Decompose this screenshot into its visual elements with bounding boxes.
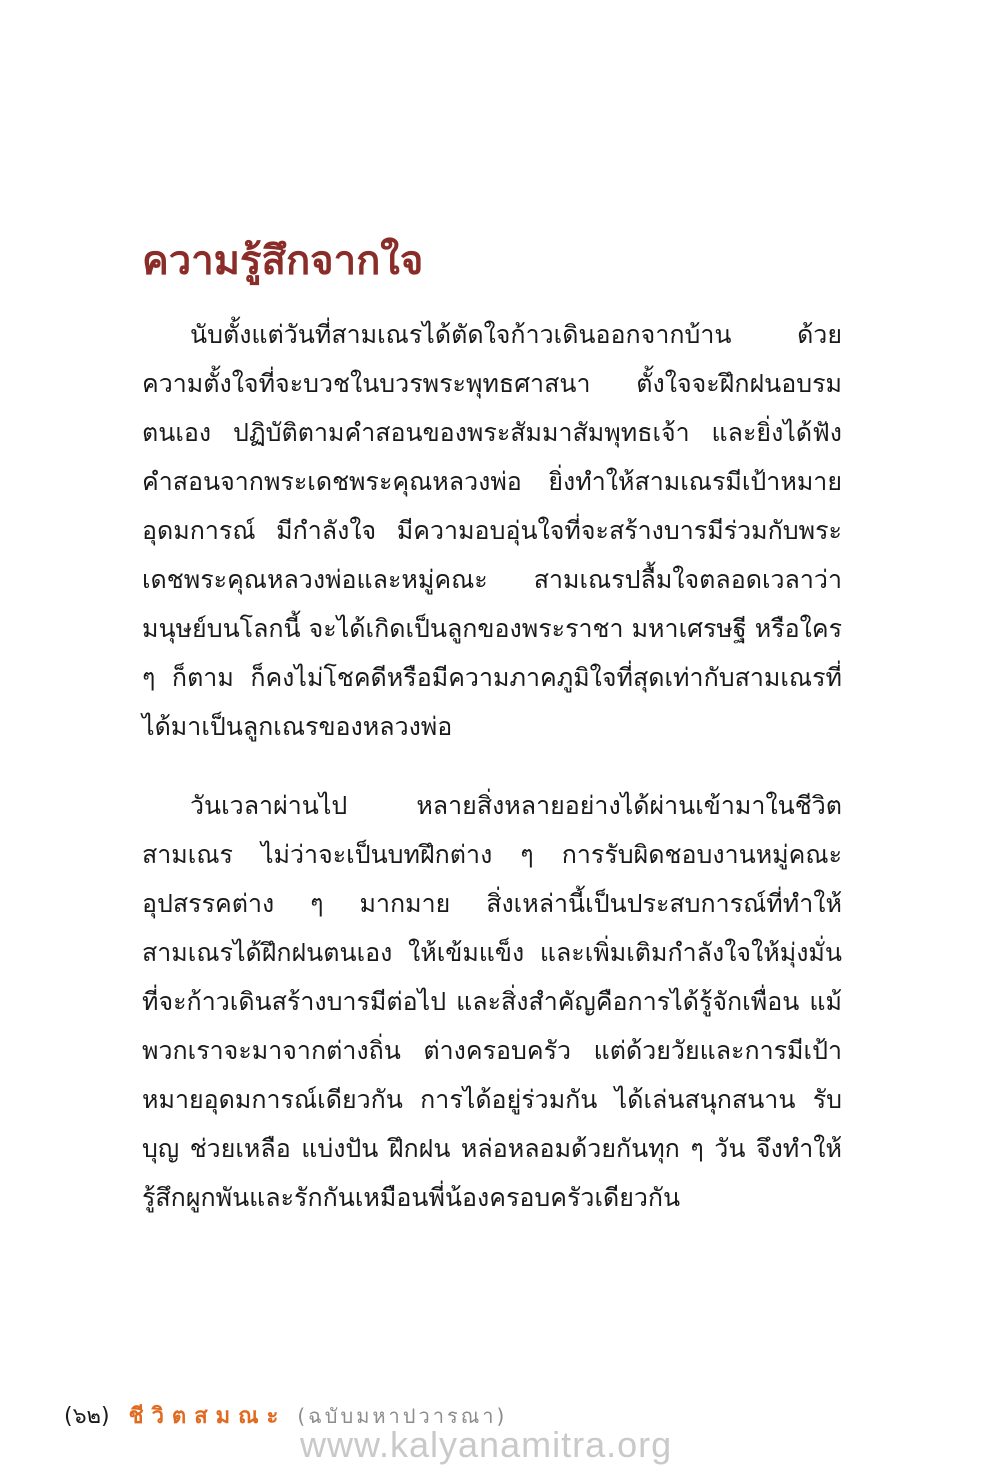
page-title: ความรู้สึกจากใจ: [142, 238, 424, 284]
watermark: www.kalyanamitra.org: [300, 1424, 673, 1465]
body-paragraph-2: วันเวลาผ่านไป หลายสิ่งหลายอย่างได้ผ่านเข้ามาในชีวิตสามเณร ไม่ว่าจะเป็นบทฝึกต่าง ๆ การรับผิดชอบงานหมู่คณะ อุปสรรคต่าง ๆ มากมาย สิ่งเหล่านี้เป็นประสบการณ์ที่ทำให้สามเณรได้ฝึกฝนตนเอง ให้เข้มแข็ง และเพิ่มเติมกำลังใจให้มุ่งมั่นที่จะก้าวเดินสร้างบารมีต่อไป และสิ่งสำคัญคือการได้รู้จักเพื่อน แม้พวกเราจะมาจากต่างถิ่น ต่างครอบครัว แต่ด้วยวัยและการมีเป้าหมายอุดมการณ์เดียวกัน การได้อยู่ร่วมกัน ได้เล่นสนุกสนาน รับบุญ ช่วยเหลือ แบ่งปัน ฝึกฝน หล่อหลอมด้วยกันทุก ๆ วัน จึงทำให้รู้สึกผูกพันและรักกันเหมือนพี่น้องครอบครัวเดียวกัน: [142, 791, 842, 1212]
book-title: ชีวิตสมณะ: [128, 1404, 287, 1429]
body-paragraph-1: นับตั้งแต่วันที่สามเณรได้ตัดใจก้าวเดินออกจากบ้าน ด้วยความตั้งใจที่จะบวชในบวรพระพุทธศาสนา ตั้งใจจะฝึกฝนอบรมตนเอง ปฏิบัติตามคำสอนของพระสัมมาสัมพุทธเจ้า และยิ่งได้ฟังคำสอนจากพระเดชพระคุณหลวงพ่อ ยิ่งทำให้สามเณรมีเป้าหมายอุดมการณ์ มีกำลังใจ มีความอบอุ่นใจที่จะสร้างบารมีร่วมกับพระเดชพระคุณหลวงพ่อและหมู่คณะ สามเณรปลื้มใจตลอดเวลาว่า มนุษย์บนโลกนี้ จะได้เกิดเป็นลูกของพระราชา มหาเศรษฐี หรือใคร ๆ ก็ตาม ก็คงไม่โชคดีหรือมีความภาคภูมิใจที่สุดเท่ากับสามเณรที่ได้มาเป็นลูกเณรของหลวงพ่อ: [142, 320, 842, 741]
page-number: (๖๒): [64, 1404, 110, 1429]
book-edition: (ฉบับมหาปวารณา): [297, 1404, 508, 1428]
